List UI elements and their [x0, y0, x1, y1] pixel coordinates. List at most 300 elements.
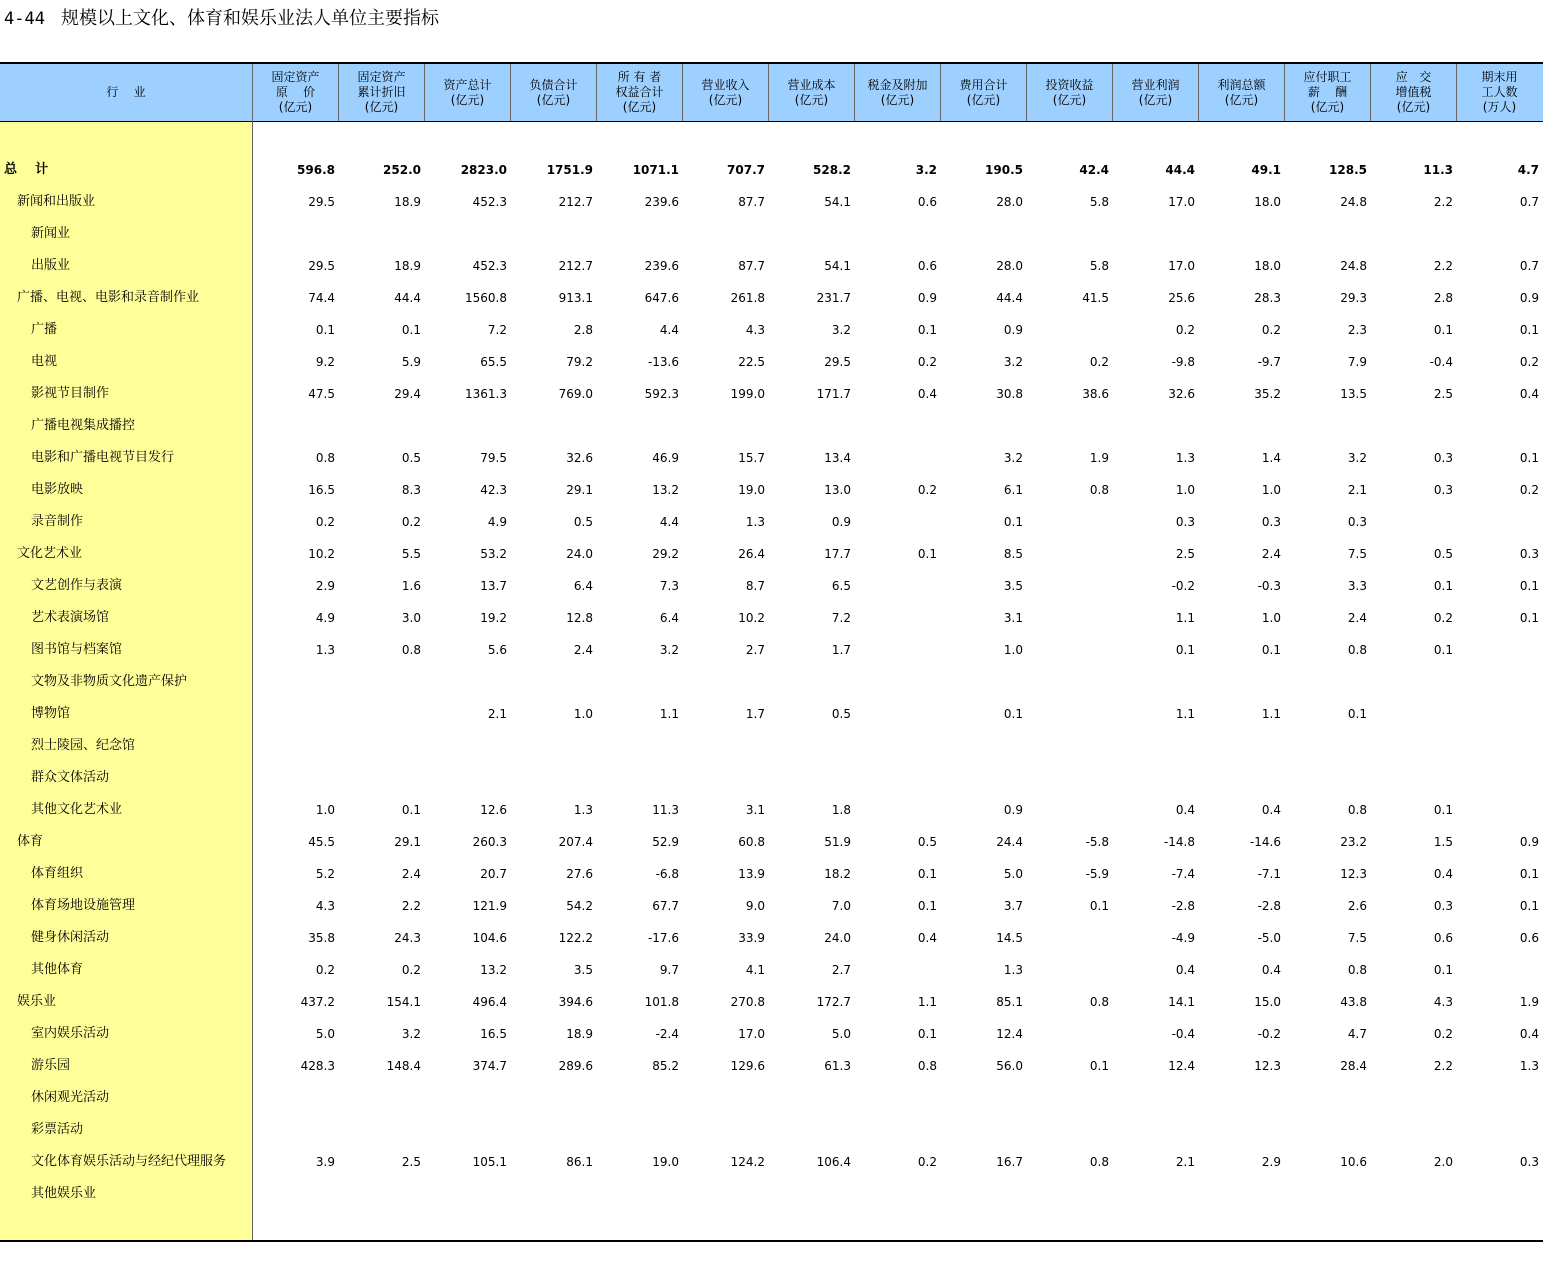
- table-cell: [857, 698, 937, 730]
- table-cell: 24.8: [1340, 259, 1367, 273]
- table-cell: 74.4: [308, 291, 335, 305]
- table-cell: [1459, 1082, 1539, 1114]
- table-cell: 38.6: [1082, 387, 1109, 401]
- table-cell: 33.9: [738, 931, 765, 945]
- header-column: 营业成本 (亿元): [787, 77, 836, 107]
- table-cell: 0.6: [1433, 931, 1453, 945]
- table-cell: [857, 410, 937, 442]
- table-cell: 24.3: [394, 931, 421, 945]
- table-cell: [1373, 1114, 1453, 1146]
- table-cell: 1.0: [315, 803, 335, 817]
- table-cell: 29.5: [308, 195, 335, 209]
- table-cell: -0.2: [1257, 1027, 1281, 1041]
- table-cell: 101.8: [644, 995, 679, 1009]
- header-column: 税金及附加 (亿元): [867, 77, 928, 107]
- table-cell: -7.1: [1257, 867, 1281, 881]
- table-cell: 0.2: [1089, 355, 1109, 369]
- table-cell: [857, 442, 937, 474]
- table-cell: 0.1: [401, 803, 421, 817]
- table-cell: 18.9: [394, 195, 421, 209]
- table-cell: [857, 1178, 937, 1210]
- table-cell: 1.9: [1519, 995, 1539, 1009]
- table-cell: [341, 1178, 421, 1210]
- table-cell: 1.1: [659, 707, 679, 721]
- table-cell: 3.0: [401, 611, 421, 625]
- table-cell: [1459, 730, 1539, 762]
- table-cell: 0.4: [1519, 1027, 1539, 1041]
- table-cell: 65.5: [480, 355, 507, 369]
- table-cell: 4.9: [487, 515, 507, 529]
- table-cell: [857, 730, 937, 762]
- table-cell: 0.1: [917, 899, 937, 913]
- table-cell: 2.8: [1433, 291, 1453, 305]
- table-cell: 0.5: [401, 451, 421, 465]
- table-cell: [1201, 1114, 1281, 1146]
- table-cell: 2.3: [1347, 323, 1367, 337]
- header-column: 资产总计 (亿元): [443, 77, 492, 107]
- table-cell: -4.9: [1171, 931, 1195, 945]
- table-cell: 5.6: [487, 643, 507, 657]
- header-column: 投资收益 (亿元): [1045, 77, 1094, 107]
- table-cell: 0.2: [401, 515, 421, 529]
- row-label: 新闻和出版业: [17, 194, 96, 209]
- header-column: 负债合计 (亿元): [529, 77, 578, 107]
- table-cell: 3.9: [315, 1155, 335, 1169]
- table-cell: [1029, 506, 1109, 538]
- table-cell: 19.0: [652, 1155, 679, 1169]
- table-cell: 0.8: [1347, 803, 1367, 817]
- table-cell: 1071.1: [632, 163, 679, 177]
- table-cell: 79.5: [480, 451, 507, 465]
- table-cell: [1029, 698, 1109, 730]
- table-cell: 15.7: [738, 451, 765, 465]
- table-cell: 0.5: [1433, 547, 1453, 561]
- table-cell: [1029, 1018, 1109, 1050]
- table-cell: [857, 666, 937, 698]
- row-label: 录音制作: [31, 514, 84, 529]
- table-cell: [771, 1114, 851, 1146]
- table-cell: 104.6: [472, 931, 507, 945]
- table-cell: [1459, 410, 1539, 442]
- table-cell: [685, 1114, 765, 1146]
- row-label: 体育组织: [31, 866, 84, 881]
- table-cell: 22.5: [738, 355, 765, 369]
- table-cell: 14.5: [996, 931, 1023, 945]
- table-cell: 3.2: [831, 323, 851, 337]
- table-cell: 3.2: [1003, 355, 1023, 369]
- table-title-text: 规模以上文化、体育和娱乐业法人单位主要指标: [60, 8, 439, 29]
- table-cell: 13.5: [1340, 387, 1367, 401]
- table-cell: 0.8: [917, 1059, 937, 1073]
- row-label: 新闻业: [31, 226, 71, 241]
- table-cell: 12.3: [1254, 1059, 1281, 1073]
- table-cell: [1115, 410, 1195, 442]
- table-cell: [599, 730, 679, 762]
- row-label: 文艺创作与表演: [31, 578, 123, 593]
- table-cell: -0.2: [1171, 579, 1195, 593]
- table-cell: 0.8: [1089, 995, 1109, 1009]
- table-cell: [771, 666, 851, 698]
- table-cell: 2.7: [745, 643, 765, 657]
- table-cell: 7.0: [831, 899, 851, 913]
- table-cell: 11.3: [652, 803, 679, 817]
- table-cell: 496.4: [472, 995, 507, 1009]
- table-cell: 79.2: [566, 355, 593, 369]
- row-label: 广播: [31, 322, 58, 337]
- table-cell: 1.3: [1519, 1059, 1539, 1073]
- table-cell: 0.1: [401, 323, 421, 337]
- row-label: 图书馆与档案馆: [31, 642, 123, 657]
- row-label: 其他体育: [31, 962, 84, 977]
- table-cell: 8.7: [745, 579, 765, 593]
- table-cell: 6.4: [573, 579, 593, 593]
- table-cell: [255, 1114, 335, 1146]
- table-cell: 29.4: [394, 387, 421, 401]
- table-cell: 2.5: [401, 1155, 421, 1169]
- table-cell: [1459, 666, 1539, 698]
- table-cell: 2.2: [1433, 1059, 1453, 1073]
- table-cell: 16.7: [996, 1155, 1023, 1169]
- table-cell: 9.0: [745, 899, 765, 913]
- table-cell: 0.1: [1433, 643, 1453, 657]
- table-cell: [771, 410, 851, 442]
- table-cell: 12.6: [480, 803, 507, 817]
- table-cell: 56.0: [996, 1059, 1023, 1073]
- table-cell: 1361.3: [465, 387, 507, 401]
- table-bottom-rule: [0, 1240, 1543, 1242]
- table-cell: [1373, 1082, 1453, 1114]
- header-column: 费用合计 (亿元): [959, 77, 1008, 107]
- table-cell: [1373, 410, 1453, 442]
- table-cell: 0.1: [1519, 899, 1539, 913]
- row-label: 健身休闲活动: [31, 930, 110, 945]
- table-cell: 0.4: [1175, 803, 1195, 817]
- table-cell: [427, 1082, 507, 1114]
- table-cell: [771, 762, 851, 794]
- row-label: 群众文体活动: [31, 770, 110, 785]
- table-cell: 29.5: [824, 355, 851, 369]
- table-cell: 44.4: [394, 291, 421, 305]
- header-column: 固定资产 原 价 (亿元): [271, 70, 320, 114]
- table-cell: 0.9: [1003, 803, 1023, 817]
- table-cell: 2.4: [401, 867, 421, 881]
- table-cell: 42.3: [480, 483, 507, 497]
- table-cell: [427, 666, 507, 698]
- table-cell: 437.2: [300, 995, 335, 1009]
- table-cell: [1029, 602, 1109, 634]
- table-cell: 18.9: [394, 259, 421, 273]
- table-cell: 35.2: [1254, 387, 1281, 401]
- table-cell: [685, 1082, 765, 1114]
- header-bottom-rule: [0, 121, 1543, 122]
- table-cell: 20.7: [480, 867, 507, 881]
- table-cell: -17.6: [647, 931, 679, 945]
- table-cell: 19.0: [738, 483, 765, 497]
- table-cell: 32.6: [566, 451, 593, 465]
- table-cell: 54.1: [824, 259, 851, 273]
- table-cell: 3.1: [745, 803, 765, 817]
- table-cell: 212.7: [558, 195, 593, 209]
- table-cell: [943, 1114, 1023, 1146]
- table-cell: 4.1: [745, 963, 765, 977]
- table-cell: 26.4: [738, 547, 765, 561]
- table-cell: 0.1: [1433, 803, 1453, 817]
- table-cell: [513, 666, 593, 698]
- table-cell: 85.1: [996, 995, 1023, 1009]
- table-cell: 0.9: [917, 291, 937, 305]
- table-cell: [943, 410, 1023, 442]
- table-cell: [1287, 1178, 1367, 1210]
- table-cell: 87.7: [738, 259, 765, 273]
- table-cell: 260.3: [472, 835, 507, 849]
- table-cell: 0.2: [1175, 323, 1195, 337]
- header-column: 利润总额 (亿元): [1217, 77, 1266, 107]
- table-cell: -0.4: [1429, 355, 1453, 369]
- table-cell: -7.4: [1171, 867, 1195, 881]
- table-cell: 86.1: [566, 1155, 593, 1169]
- table-cell: 13.2: [652, 483, 679, 497]
- table-cell: 199.0: [730, 387, 765, 401]
- table-cell: [513, 762, 593, 794]
- table-cell: [1115, 730, 1195, 762]
- table-cell: 4.7: [1517, 163, 1539, 177]
- table-cell: 154.1: [386, 995, 421, 1009]
- table-cell: 239.6: [644, 259, 679, 273]
- table-cell: 4.3: [1433, 995, 1453, 1009]
- header-column: 期末用 工人数 (万人): [1481, 70, 1518, 114]
- table-cell: [341, 730, 421, 762]
- table-cell: 41.5: [1082, 291, 1109, 305]
- table-cell: -2.8: [1257, 899, 1281, 913]
- table-cell: 2.8: [573, 323, 593, 337]
- table-cell: [427, 1114, 507, 1146]
- table-cell: 0.1: [1519, 323, 1539, 337]
- table-cell: 0.4: [1261, 803, 1281, 817]
- table-cell: [513, 730, 593, 762]
- table-cell: 42.4: [1079, 163, 1109, 177]
- table-cell: 1560.8: [465, 291, 507, 305]
- table-cell: 0.2: [917, 1155, 937, 1169]
- table-cell: 528.2: [813, 163, 851, 177]
- table-cell: -14.8: [1163, 835, 1195, 849]
- table-cell: [1459, 762, 1539, 794]
- row-label: 文物及非物质文化遗产保护: [31, 674, 188, 689]
- table-cell: [1029, 634, 1109, 666]
- table-cell: 0.8: [1089, 483, 1109, 497]
- table-cell: -0.3: [1257, 579, 1281, 593]
- table-cell: 0.5: [831, 707, 851, 721]
- table-cell: 10.2: [308, 547, 335, 561]
- table-cell: 18.0: [1254, 195, 1281, 209]
- table-cell: 29.1: [394, 835, 421, 849]
- table-cell: 5.2: [315, 867, 335, 881]
- table-cell: [599, 218, 679, 250]
- table-cell: [1115, 762, 1195, 794]
- row-label: 其他文化艺术业: [31, 802, 123, 817]
- header-column: 固定资产 累计折旧 (亿元): [357, 70, 406, 114]
- table-cell: 2.9: [1261, 1155, 1281, 1169]
- table-cell: [1287, 410, 1367, 442]
- table-cell: -2.4: [655, 1027, 679, 1041]
- table-cell: 13.7: [480, 579, 507, 593]
- table-cell: -9.8: [1171, 355, 1195, 369]
- table-cell: 6.4: [659, 611, 679, 625]
- table-cell: 1.1: [1175, 611, 1195, 625]
- table-cell: 0.1: [917, 867, 937, 881]
- table-cell: 15.0: [1254, 995, 1281, 1009]
- table-cell: 24.4: [996, 835, 1023, 849]
- table-cell: 60.8: [738, 835, 765, 849]
- table-cell: [1029, 666, 1109, 698]
- table-cell: 6.1: [1003, 483, 1023, 497]
- table-cell: 3.2: [1347, 451, 1367, 465]
- table-cell: 0.6: [917, 259, 937, 273]
- table-cell: 24.0: [824, 931, 851, 945]
- table-cell: [1029, 922, 1109, 954]
- table-cell: [943, 666, 1023, 698]
- table-cell: 0.1: [1003, 515, 1023, 529]
- table-cell: [255, 730, 335, 762]
- table-cell: [1029, 570, 1109, 602]
- table-cell: [1201, 1082, 1281, 1114]
- table-cell: -2.8: [1171, 899, 1195, 913]
- table-cell: -6.8: [655, 867, 679, 881]
- table-cell: 394.6: [558, 995, 593, 1009]
- table-cell: 13.0: [824, 483, 851, 497]
- table-cell: 2.6: [1347, 899, 1367, 913]
- table-cell: 27.6: [566, 867, 593, 881]
- table-cell: 0.4: [1433, 867, 1453, 881]
- table-cell: 0.4: [917, 931, 937, 945]
- table-cell: 28.4: [1340, 1059, 1367, 1073]
- table-cell: 2.9: [315, 579, 335, 593]
- table-cell: 18.2: [824, 867, 851, 881]
- table-cell: [1029, 314, 1109, 346]
- row-label: 总 计: [4, 162, 49, 177]
- table-cell: 0.3: [1261, 515, 1281, 529]
- table-cell: [1029, 538, 1109, 570]
- table-cell: 2.4: [573, 643, 593, 657]
- table-cell: [1459, 794, 1539, 826]
- table-cell: 0.2: [1433, 1027, 1453, 1041]
- row-label: 体育: [17, 834, 44, 849]
- table-cell: 0.9: [1003, 323, 1023, 337]
- table-cell: [1029, 1178, 1109, 1210]
- table-cell: -0.4: [1171, 1027, 1195, 1041]
- table-cell: 17.0: [1168, 195, 1195, 209]
- table-cell: [1115, 218, 1195, 250]
- table-cell: 128.5: [1329, 163, 1367, 177]
- table-cell: [1115, 1082, 1195, 1114]
- table-cell: 2.2: [1433, 195, 1453, 209]
- table-cell: [599, 762, 679, 794]
- table-cell: [1029, 794, 1109, 826]
- table-cell: [1459, 634, 1539, 666]
- table-cell: 0.3: [1519, 1155, 1539, 1169]
- table-cell: 0.7: [1519, 195, 1539, 209]
- table-cell: 0.2: [1519, 483, 1539, 497]
- table-cell: 0.2: [1261, 323, 1281, 337]
- table-cell: 19.2: [480, 611, 507, 625]
- table-cell: 54.1: [824, 195, 851, 209]
- table-cell: [1373, 666, 1453, 698]
- table-cell: [1029, 1114, 1109, 1146]
- table-cell: 87.7: [738, 195, 765, 209]
- table-cell: 17.0: [1168, 259, 1195, 273]
- table-cell: 2.1: [487, 707, 507, 721]
- table-cell: [1201, 762, 1281, 794]
- table-cell: [255, 762, 335, 794]
- table-cell: 52.9: [652, 835, 679, 849]
- table-cell: [857, 506, 937, 538]
- table-cell: [341, 698, 421, 730]
- table-cell: 122.2: [558, 931, 593, 945]
- table-cell: 28.3: [1254, 291, 1281, 305]
- row-label: 休闲观光活动: [31, 1090, 110, 1105]
- table-cell: 2.2: [401, 899, 421, 913]
- table-cell: 0.8: [315, 451, 335, 465]
- table-cell: 0.1: [1003, 707, 1023, 721]
- table-cell: 2.5: [1433, 387, 1453, 401]
- table-cell: 7.3: [659, 579, 679, 593]
- table-cell: [599, 1178, 679, 1210]
- table-cell: 1.3: [315, 643, 335, 657]
- table-cell: 4.4: [659, 323, 679, 337]
- table-cell: 2.7: [831, 963, 851, 977]
- table-cell: [599, 666, 679, 698]
- table-cell: [1201, 218, 1281, 250]
- table-cell: [1459, 506, 1539, 538]
- table-cell: 25.6: [1168, 291, 1195, 305]
- table-cell: [255, 1082, 335, 1114]
- header-column: 营业利润 (亿元): [1131, 77, 1180, 107]
- table-cell: 5.0: [831, 1027, 851, 1041]
- table-cell: 171.7: [816, 387, 851, 401]
- table-cell: 61.3: [824, 1059, 851, 1073]
- table-cell: 45.5: [308, 835, 335, 849]
- table-cell: [685, 666, 765, 698]
- table-cell: 0.9: [831, 515, 851, 529]
- table-cell: 0.2: [917, 355, 937, 369]
- table-cell: 9.7: [659, 963, 679, 977]
- table-cell: [1373, 506, 1453, 538]
- table-cell: 3.2: [401, 1027, 421, 1041]
- table-cell: 0.3: [1347, 515, 1367, 529]
- header-industry: 行 业: [106, 85, 146, 99]
- table-cell: 7.9: [1347, 355, 1367, 369]
- row-label: 彩票活动: [31, 1122, 84, 1137]
- table-cell: 0.2: [917, 483, 937, 497]
- table-cell: 0.8: [1347, 643, 1367, 657]
- table-cell: 0.2: [401, 963, 421, 977]
- row-label: 娱乐业: [17, 994, 57, 1009]
- table-cell: [1201, 666, 1281, 698]
- table-cell: -5.8: [1085, 835, 1109, 849]
- table-cell: 105.1: [472, 1155, 507, 1169]
- table-cell: -13.6: [647, 355, 679, 369]
- table-cell: [857, 1082, 937, 1114]
- table-cell: [513, 1082, 593, 1114]
- table-cell: 1751.9: [546, 163, 593, 177]
- table-cell: [857, 570, 937, 602]
- table-cell: 30.8: [996, 387, 1023, 401]
- table-cell: 4.3: [745, 323, 765, 337]
- table-cell: 44.4: [996, 291, 1023, 305]
- table-cell: 0.1: [917, 323, 937, 337]
- table-cell: [857, 602, 937, 634]
- table-cell: [599, 410, 679, 442]
- table-cell: 17.0: [738, 1027, 765, 1041]
